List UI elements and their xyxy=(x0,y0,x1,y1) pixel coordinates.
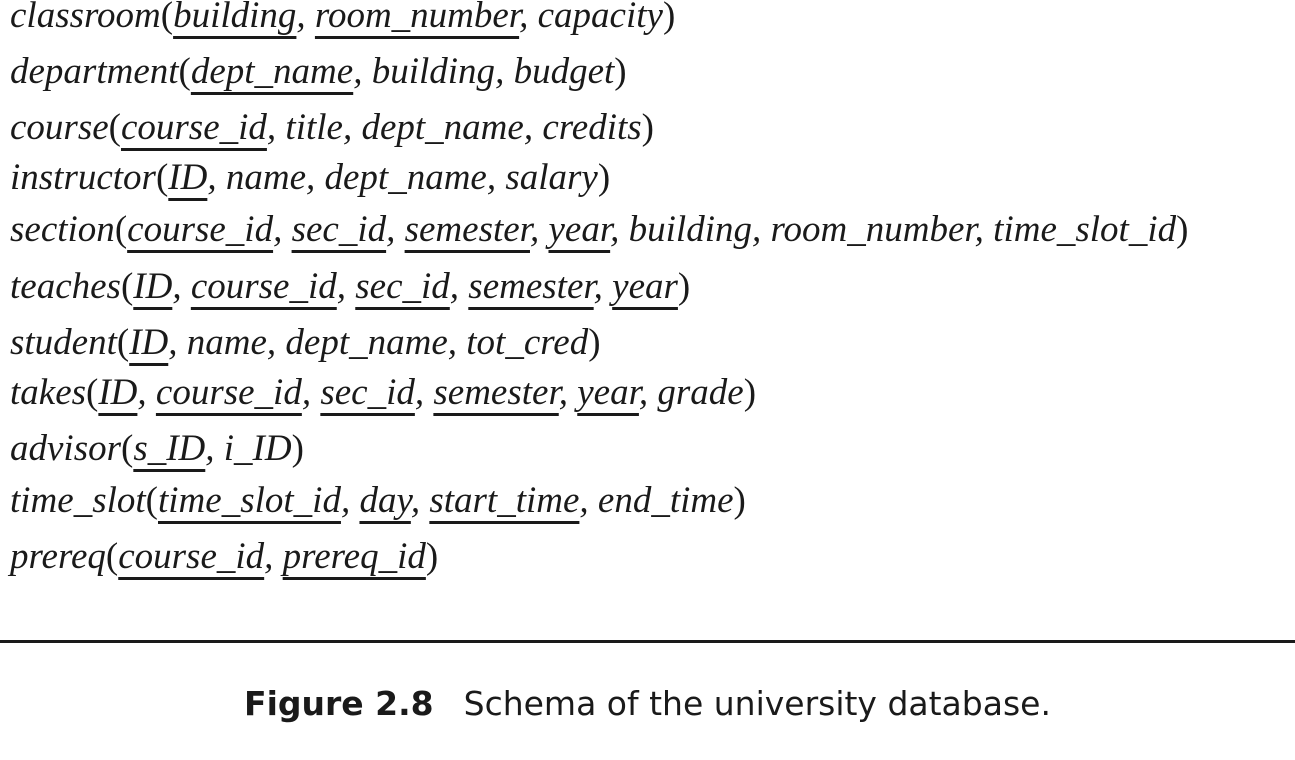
relation-name: instructor xyxy=(10,157,156,198)
attribute: grade xyxy=(657,372,744,413)
primary-key-attribute: s_ID xyxy=(133,428,206,469)
attribute-separator: , xyxy=(264,536,283,577)
attribute-separator: , xyxy=(340,480,360,521)
close-paren: ) xyxy=(588,322,601,363)
attribute-separator: , xyxy=(266,107,286,148)
close-paren: ) xyxy=(743,372,757,413)
relation-name: takes xyxy=(10,372,87,413)
attribute-separator: , xyxy=(205,428,224,469)
open-paren: ( xyxy=(114,209,128,250)
attribute-separator: , xyxy=(529,209,549,250)
open-paren: ( xyxy=(178,51,191,92)
attribute: end_time xyxy=(597,480,734,521)
close-paren: ) xyxy=(733,480,746,521)
attribute-separator: , xyxy=(336,266,356,307)
close-paren: ) xyxy=(662,0,676,36)
primary-key-attribute: course_id xyxy=(127,209,274,250)
attribute-separator: , xyxy=(519,0,538,36)
attribute-separator: , xyxy=(386,209,405,250)
attribute: credits xyxy=(542,107,642,148)
attribute: room_number xyxy=(770,209,975,250)
primary-key-attribute: sec_id xyxy=(320,372,415,413)
attribute: building xyxy=(371,51,496,92)
primary-key-attribute: ID xyxy=(168,157,208,198)
attribute-separator: , xyxy=(495,51,514,92)
attribute-separator: , xyxy=(414,372,434,413)
primary-key-attribute: ID xyxy=(98,372,138,413)
primary-key-attribute: time_slot_id xyxy=(158,480,341,521)
close-paren: ) xyxy=(641,107,654,148)
primary-key-attribute: semester xyxy=(404,209,530,250)
open-paren: ( xyxy=(108,107,121,148)
attribute-separator: , xyxy=(410,480,430,521)
attribute: dept_name xyxy=(361,107,524,148)
primary-key-attribute: ID xyxy=(133,266,173,307)
primary-key-attribute: ID xyxy=(129,322,169,363)
primary-key-attribute: year xyxy=(548,209,611,250)
relation-name: advisor xyxy=(10,428,121,469)
primary-key-attribute: dept_name xyxy=(190,51,354,92)
attribute: i_ID xyxy=(223,428,292,469)
attribute-separator: , xyxy=(306,157,325,198)
attribute: time_slot_id xyxy=(993,209,1177,250)
relation-name: section xyxy=(10,209,115,250)
primary-key-attribute: building xyxy=(173,0,297,36)
attribute-separator: , xyxy=(207,157,226,198)
relation-name: teaches xyxy=(10,266,121,307)
attribute-separator: , xyxy=(168,322,187,363)
close-paren: ) xyxy=(597,157,611,198)
relation-prereq xyxy=(10,537,438,577)
attribute: capacity xyxy=(537,0,663,36)
attribute-separator: , xyxy=(449,266,469,307)
relation-instructor xyxy=(10,158,610,198)
attribute-separator: , xyxy=(593,266,613,307)
primary-key-attribute: course_id xyxy=(155,372,302,413)
attribute-separator: , xyxy=(137,372,156,413)
open-paren: ( xyxy=(155,157,169,198)
attribute-separator: , xyxy=(273,209,292,250)
relation-name: classroom xyxy=(10,0,161,36)
close-paren: ) xyxy=(677,266,691,307)
relation-student xyxy=(10,323,601,363)
primary-key-attribute: sec_id xyxy=(291,209,387,250)
close-paren: ) xyxy=(1176,209,1189,250)
attribute: name xyxy=(186,322,267,363)
attribute-separator: , xyxy=(353,51,372,92)
primary-key-attribute: semester xyxy=(433,372,559,413)
primary-key-attribute: prereq_id xyxy=(282,536,426,577)
close-paren: ) xyxy=(425,536,439,577)
attribute-separator: , xyxy=(523,107,543,148)
relation-name: time_slot xyxy=(10,480,146,521)
primary-key-attribute: start_time xyxy=(429,480,580,521)
attribute: tot_cred xyxy=(466,322,589,363)
open-paren: ( xyxy=(145,480,158,521)
relation-takes xyxy=(10,373,756,413)
figure-caption-text: Schema of the university database. xyxy=(463,684,1051,723)
primary-key-attribute: sec_id xyxy=(355,266,450,307)
figure-label: Figure 2.8 xyxy=(244,684,434,723)
attribute: building xyxy=(628,209,752,250)
attribute-separator: , xyxy=(266,322,286,363)
primary-key-attribute: room_number xyxy=(314,0,520,36)
open-paren: ( xyxy=(116,322,130,363)
primary-key-attribute: year xyxy=(577,372,639,413)
figure-caption xyxy=(0,682,1295,726)
attribute-separator: , xyxy=(558,372,578,413)
primary-key-attribute: course_id xyxy=(118,536,265,577)
open-paren: ( xyxy=(86,372,99,413)
relation-course xyxy=(10,108,654,148)
attribute: dept_name xyxy=(324,157,487,198)
attribute-separator: , xyxy=(974,209,994,250)
primary-key-attribute: course_id xyxy=(120,107,267,148)
attribute-separator: , xyxy=(579,480,598,521)
attribute-separator: , xyxy=(296,0,315,36)
attribute: salary xyxy=(505,157,598,198)
close-paren: ) xyxy=(291,428,304,469)
relation-department xyxy=(10,52,627,92)
relation-advisor xyxy=(10,429,304,469)
relation-teaches xyxy=(10,267,690,307)
relation-time-slot xyxy=(10,481,746,521)
relation-section xyxy=(10,210,1188,250)
attribute-separator: , xyxy=(751,209,771,250)
primary-key-attribute: semester xyxy=(468,266,594,307)
relation-name: department xyxy=(10,51,179,92)
attribute: name xyxy=(225,157,306,198)
attribute-separator: , xyxy=(486,157,506,198)
primary-key-attribute: day xyxy=(359,480,411,521)
primary-key-attribute: year xyxy=(612,266,678,307)
caption-divider xyxy=(0,640,1295,643)
attribute-separator: , xyxy=(342,107,362,148)
attribute: title xyxy=(285,107,343,148)
attribute-separator: , xyxy=(638,372,658,413)
relation-name: course xyxy=(10,107,109,148)
open-paren: ( xyxy=(160,0,174,36)
relation-classroom xyxy=(10,0,675,36)
attribute: dept_name xyxy=(285,322,448,363)
open-paren: ( xyxy=(105,536,119,577)
open-paren: ( xyxy=(120,266,134,307)
relation-name: student xyxy=(10,322,117,363)
relation-name: prereq xyxy=(10,536,106,577)
attribute: budget xyxy=(513,51,615,92)
close-paren: ) xyxy=(614,51,627,92)
primary-key-attribute: course_id xyxy=(190,266,337,307)
attribute-separator: , xyxy=(301,372,321,413)
attribute-separator: , xyxy=(172,266,191,307)
attribute-separator: , xyxy=(610,209,629,250)
open-paren: ( xyxy=(121,428,134,469)
attribute-separator: , xyxy=(447,322,467,363)
